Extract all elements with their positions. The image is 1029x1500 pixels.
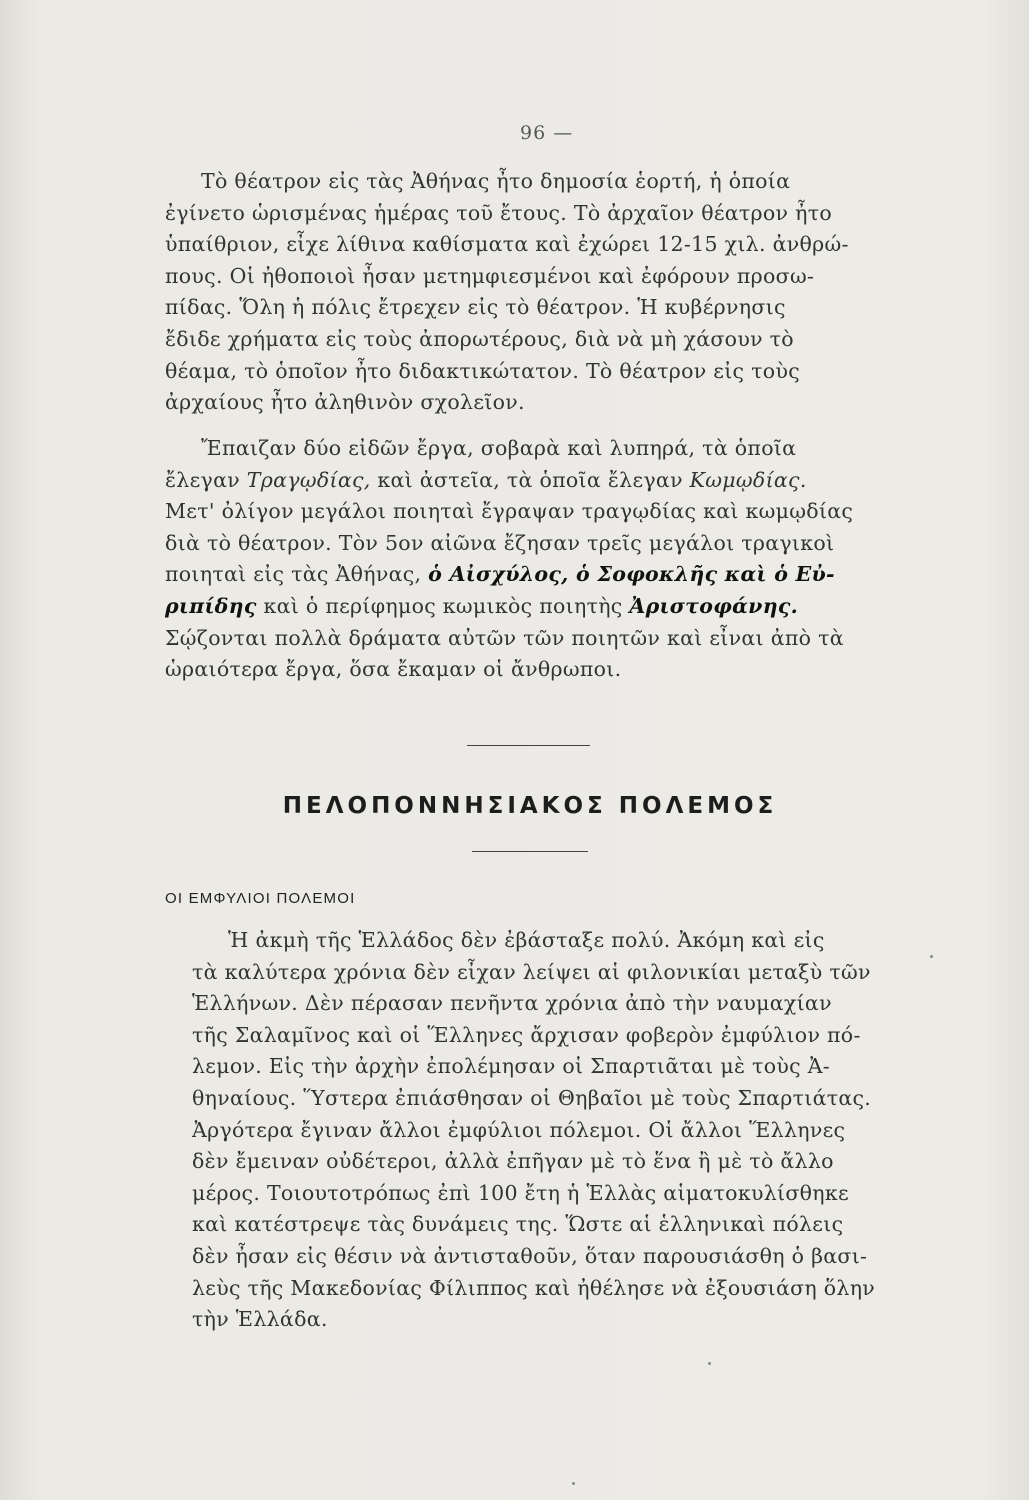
- text-run: ἔλεγαν: [165, 467, 247, 492]
- paper-speck: [572, 1482, 575, 1485]
- page-number: 96 —: [520, 122, 574, 144]
- text-line: τῆς Σαλαμῖνος καὶ οἱ Ἕλληνες ἄρχισαν φοβερὸν ἐμφύλιον πό-: [192, 1022, 861, 1047]
- chapter-title: ΠΕΛΟΠΟΝΝΗΣΙΑΚΟΣ ΠΟΛΕΜΟΣ: [282, 793, 778, 819]
- text-line: τὰ καλύτερα χρόνια δὲν εἶχαν λείψει αἱ φιλονικίαι μεταξὺ τῶν: [192, 959, 871, 984]
- text-line: πίδας. Ὅλη ἡ πόλις ἔτρεχεν εἰς τὸ θέατρον. Ἡ κυβέρνησις: [165, 295, 786, 320]
- text-line: μέρος. Τοιουτοτρόπως ἐπὶ 100 ἔτη ἡ Ἑλλὰς αἱματοκυλίσθηκε: [192, 1180, 849, 1205]
- text-line: Ἀργότερα ἔγιναν ἄλλοι ἐμφύλιοι πόλεμοι. Οἱ ἄλλοι Ἕλληνες: [192, 1117, 846, 1142]
- paragraph-civil-wars: [192, 925, 904, 1336]
- bold-italic-names: Ἀριστοφάνης.: [629, 593, 799, 618]
- text-line: ἀρχαίους ἦτο ἀληθινὸν σχολεῖον.: [165, 390, 525, 415]
- text-line: δὲν ἦσαν εἰς θέσιν νὰ ἀντισταθοῦν, ὅταν παρουσιάσθη ὁ βασι-: [192, 1243, 868, 1268]
- italic-term: Κωμῳδίας.: [689, 467, 807, 492]
- text-line: θηναίους. Ὕστερα ἐπιάσθησαν οἱ Θηβαῖοι μὲ τοὺς Σπαρτιάτας.: [192, 1085, 872, 1110]
- text-line: ἐγίνετο ὡρισμένας ἡμέρας τοῦ ἔτους. Τὸ ἀρχαῖον θέατρον ἦτο: [165, 200, 832, 225]
- text-line: καὶ κατέστρεψε τὰς δυνάμεις της. Ὥστε αἱ ἑλληνικαὶ πόλεις: [192, 1212, 844, 1237]
- section-heading: ΟΙ ΕΜΦΥΛΙΟΙ ΠΟΛΕΜΟΙ: [165, 890, 356, 907]
- text-line: τὴν Ἑλλάδα.: [192, 1307, 328, 1332]
- text-run: καὶ ἀστεῖα, τὰ ὁποῖα ἔλεγαν: [370, 467, 690, 492]
- text-line: λεὺς τῆς Μακεδονίας Φίλιππος καὶ ἠθέλησε νὰ ἐξουσιάση ὅλην: [192, 1275, 876, 1300]
- section-divider-bottom: [472, 851, 588, 852]
- section-divider-top: [467, 745, 590, 746]
- text-line: [165, 591, 905, 623]
- text-line: ὑπαίθριον, εἶχε λίθινα καθίσματα καὶ ἐχώρει 12-15 χιλ. ἀνθρώ-: [165, 232, 849, 257]
- text-line: ὡραιότερα ἔργα, ὅσα ἔκαμαν οἱ ἄνθρωποι.: [165, 657, 622, 682]
- paper-speck: [930, 955, 933, 958]
- italic-term: Τραγῳδίας,: [246, 467, 371, 492]
- text-line: Ἡ ἀκμὴ τῆς Ἑλλάδος δὲν ἐβάσταξε πολύ. Ἀκόμη καὶ εἰς: [228, 928, 825, 952]
- paragraph-drama: [165, 433, 905, 686]
- text-line: Ἔπαιζαν δύο εἰδῶν ἔργα, σοβαρὰ καὶ λυπηρά, τὰ ὁποῖα: [201, 436, 797, 460]
- paragraph-theatre: [165, 166, 905, 419]
- paper-speck: [708, 1362, 711, 1365]
- text-line: ἔδιδε χρήματα εἰς τοὺς ἀπορωτέρους, διὰ νὰ μὴ χάσουν τὸ: [165, 326, 794, 351]
- bold-italic-names: ὁ Αἰσχύλος, ὁ Σοφοκλῆς καὶ ὁ Εὐ-: [428, 562, 835, 587]
- bold-italic-names: ριπίδης: [165, 593, 257, 618]
- text-run: καὶ ὁ περίφημος κωμικὸς ποιητὴς: [256, 593, 630, 618]
- text-line: Ἑλλήνων. Δὲν πέρασαν πενῆντα χρόνια ἀπὸ τὴν ναυμαχίαν: [192, 991, 832, 1016]
- text-line: Σῴζονται πολλὰ δράματα αὐτῶν τῶν ποιητῶν καὶ εἶναι ἀπὸ τὰ: [165, 625, 844, 650]
- text-line: λεμον. Εἰς τὴν ἀρχὴν ἐπολέμησαν οἱ Σπαρτιᾶται μὲ τοὺς Ἀ-: [192, 1054, 831, 1079]
- text-line: διὰ τὸ θέατρον. Τὸν 5ον αἰῶνα ἔζησαν τρεῖς μεγάλοι τραγικοὶ: [165, 530, 835, 555]
- text-line: [165, 559, 905, 591]
- text-line: θέαμα, τὸ ὁποῖον ἦτο διδακτικώτατον. Τὸ θέατρον εἰς τοὺς: [165, 358, 800, 383]
- text-line: Τὸ θέατρον εἰς τὰς Ἀθήνας ἦτο δημοσία ἑορτή, ἡ ὁποία: [201, 169, 791, 193]
- text-line: [165, 465, 905, 497]
- text-line: Μετ' ὀλίγον μεγάλοι ποιηταὶ ἔγραψαν τραγῳδίας καὶ κωμῳδίας: [165, 499, 854, 524]
- text-line: πους. Οἱ ἠθοποιοὶ ἦσαν μετημφιεσμένοι καὶ ἐφόρουν προσω-: [165, 263, 815, 288]
- text-line: δὲν ἔμειναν οὐδέτεροι, ἀλλὰ ἐπῆγαν μὲ τὸ ἕνα ἢ μὲ τὸ ἄλλο: [192, 1149, 834, 1174]
- text-run: ποιηταὶ εἰς τὰς Ἀθήνας,: [165, 562, 429, 587]
